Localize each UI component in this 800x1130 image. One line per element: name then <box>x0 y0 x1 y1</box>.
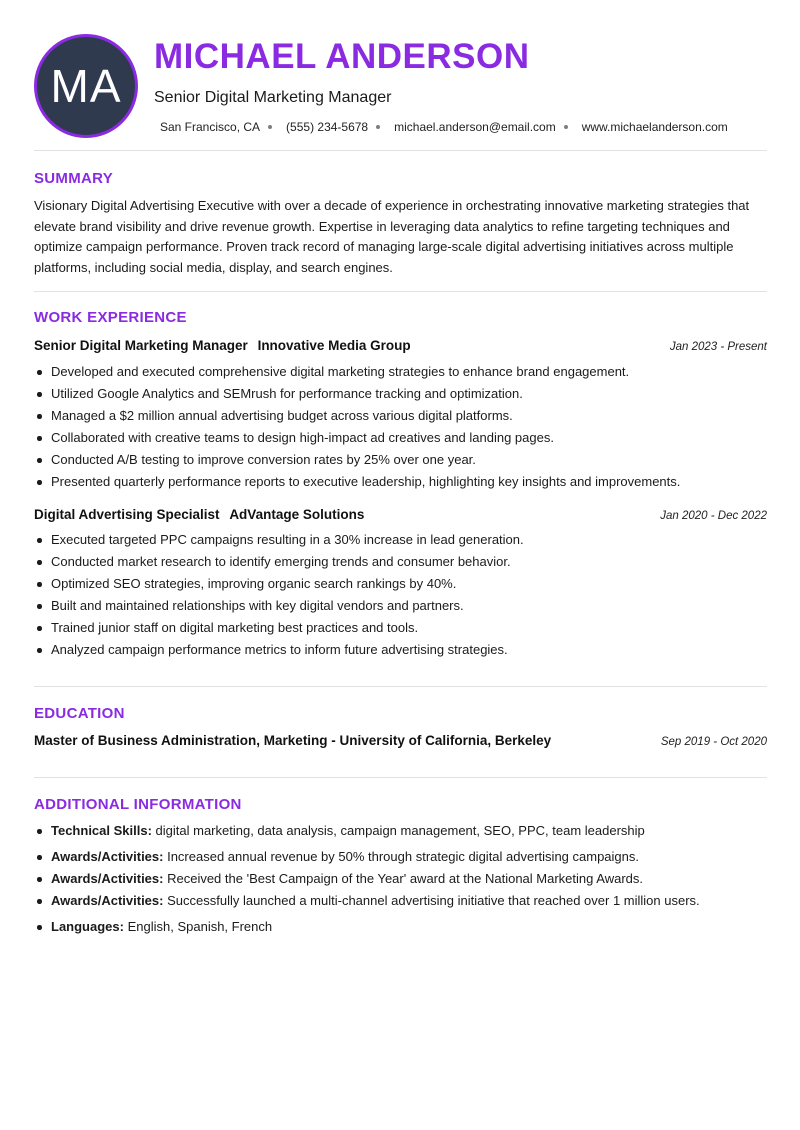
job-dates: Jan 2023 - Present <box>669 341 767 353</box>
info-label: Awards/Activities: <box>51 849 164 864</box>
candidate-name: MICHAEL ANDERSON <box>154 37 530 76</box>
separator-dot <box>564 125 568 129</box>
additional-heading: ADDITIONAL INFORMATION <box>34 796 242 813</box>
list-item: Utilized Google Analytics and SEMrush for performance tracking and optimization. <box>34 383 767 405</box>
info-label: Awards/Activities: <box>51 871 164 886</box>
job-dates: Jan 2020 - Dec 2022 <box>660 510 767 522</box>
job-role-line <box>34 507 364 522</box>
list-item: Executed targeted PPC campaigns resulting in a 30% increase in lead generation. <box>34 529 767 551</box>
info-text: Successfully launched a multi-channel advertising initiative that reached over 1 million users. <box>167 893 700 908</box>
divider <box>34 686 767 687</box>
summary-text: Visionary Digital Advertising Executive with over a decade of experience in orchestrating innovative marketing strategies that elevate brand visibility and drive revenue growth. Expertise in leveraging data analytics to refine targeting techniques and optimize campaign performance. Proven track record of managing large-scale digital advertising initiatives across multiple platforms, including social media, display, and search engines. <box>34 198 750 275</box>
summary-heading: SUMMARY <box>34 170 114 187</box>
experience-heading: WORK EXPERIENCE <box>34 309 187 326</box>
list-item: Optimized SEO strategies, improving organic search rankings by 40%. <box>34 573 767 595</box>
info-text: digital marketing, data analysis, campaign management, SEO, PPC, team leadership <box>155 823 645 838</box>
info-text: Increased annual revenue by 50% through strategic digital advertising campaigns. <box>167 849 639 864</box>
job-role: Senior Digital Marketing Manager <box>34 338 248 353</box>
job-company: Innovative Media Group <box>257 338 411 353</box>
contact-email: michael.anderson@email.com <box>394 120 556 134</box>
job-header <box>34 507 767 522</box>
contact-website: www.michaelanderson.com <box>581 120 728 134</box>
job-bullets <box>34 529 767 661</box>
divider <box>34 777 767 778</box>
info-text: English, Spanish, French <box>127 919 273 934</box>
avatar <box>34 34 138 138</box>
avatar-initials: MA <box>50 60 122 112</box>
job-role: Digital Advertising Specialist <box>34 507 220 522</box>
separator-dot <box>376 125 380 129</box>
education-dates: Sep 2019 - Oct 2020 <box>660 736 767 748</box>
list-item <box>34 869 767 889</box>
list-item: Trained junior staff on digital marketing best practices and tools. <box>34 617 767 639</box>
separator-dot <box>268 125 272 129</box>
list-item: Conducted market research to identify emerging trends and consumer behavior. <box>34 551 767 573</box>
list-item <box>34 821 767 841</box>
job-bullets <box>34 361 767 493</box>
list-item: Collaborated with creative teams to design high-impact ad creatives and landing pages. <box>34 427 767 449</box>
info-label: Technical Skills: <box>51 823 152 838</box>
list-item: Analyzed campaign performance metrics to inform future advertising strategies. <box>34 639 767 661</box>
list-item <box>34 891 767 911</box>
job-company: AdVantage Solutions <box>229 507 365 522</box>
list-item: Managed a $2 million annual advertising budget across various digital platforms. <box>34 405 767 427</box>
info-label: Awards/Activities: <box>51 893 164 908</box>
contact-phone: (555) 234-5678 <box>286 120 369 134</box>
education-entry <box>34 733 767 748</box>
list-item: Built and maintained relationships with key digital vendors and partners. <box>34 595 767 617</box>
education-heading: EDUCATION <box>34 705 125 722</box>
job-role-line <box>34 338 411 353</box>
education-degree: Master of Business Administration, Marketing - University of California, Berkeley <box>34 733 552 748</box>
candidate-title: Senior Digital Marketing Manager <box>154 89 392 106</box>
divider <box>34 291 767 292</box>
contact-line <box>160 120 728 134</box>
list-item: Conducted A/B testing to improve conversion rates by 25% over one year. <box>34 449 767 471</box>
list-item: Presented quarterly performance reports to executive leadership, highlighting key insights and improvements. <box>34 471 767 493</box>
list-item <box>34 917 767 937</box>
list-item: Developed and executed comprehensive digital marketing strategies to enhance brand engagement. <box>34 361 767 383</box>
job-header <box>34 338 767 353</box>
additional-list <box>34 821 767 937</box>
list-item <box>34 847 767 867</box>
info-text: Received the 'Best Campaign of the Year' award at the National Marketing Awards. <box>167 871 643 886</box>
contact-location: San Francisco, CA <box>160 120 261 134</box>
divider <box>34 150 767 151</box>
info-label: Languages: <box>51 919 124 934</box>
